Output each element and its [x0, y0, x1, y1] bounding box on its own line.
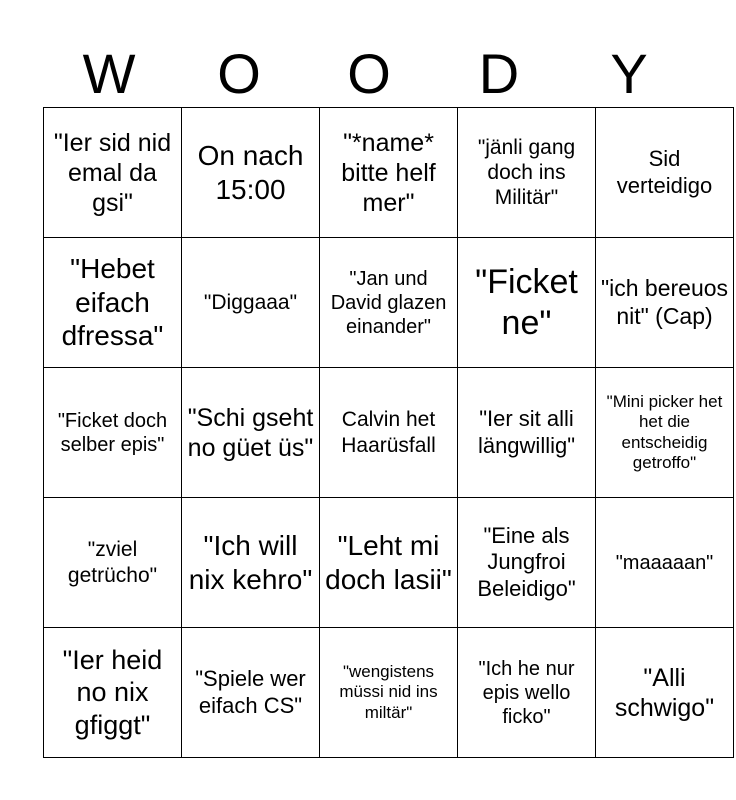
bingo-cell[interactable]: "Ich will nix kehro" — [182, 498, 320, 628]
bingo-cell[interactable]: "Ficket doch selber epis" — [44, 368, 182, 498]
bingo-row — [44, 368, 734, 498]
bingo-cell[interactable]: "Diggaaa" — [182, 238, 320, 368]
bingo-row — [44, 108, 734, 238]
bingo-cell[interactable]: Sid verteidigo — [596, 108, 734, 238]
header-letter-d: D — [478, 42, 520, 105]
bingo-row — [44, 498, 734, 628]
bingo-cell[interactable]: "Hebet eifach dfressa" — [44, 238, 182, 368]
bingo-cell[interactable]: "Eine als Jungfroi Beleidigo" — [458, 498, 596, 628]
bingo-cell[interactable]: "Schi gseht no güet üs" — [182, 368, 320, 498]
bingo-cell[interactable]: "maaaaan" — [596, 498, 734, 628]
header-letter-o1: O — [217, 42, 261, 105]
bingo-cell[interactable]: Calvin het Haarüsfall — [320, 368, 458, 498]
bingo-cell[interactable]: "Ier sid nid emal da gsi" — [44, 108, 182, 238]
bingo-cell[interactable]: "Jan und David glazen einander" — [320, 238, 458, 368]
bingo-cell[interactable]: "Spiele wer eifach CS" — [182, 628, 320, 758]
bingo-cell[interactable]: "jänli gang doch ins Militär" — [458, 108, 596, 238]
bingo-cell[interactable]: "Ier heid no nix gfiggt" — [44, 628, 182, 758]
bingo-cell[interactable]: "*name* bitte helf mer" — [320, 108, 458, 238]
header-letter-o2: O — [347, 42, 391, 105]
bingo-cell[interactable]: "Ier sit alli längwillig" — [458, 368, 596, 498]
header-letter-y: Y — [610, 42, 648, 105]
bingo-row — [44, 628, 734, 758]
bingo-board-body — [44, 108, 734, 758]
bingo-cell[interactable]: "Mini picker het het die entscheidig getroffo" — [596, 368, 734, 498]
bingo-cell[interactable]: "Ich he nur epis wello ficko" — [458, 628, 596, 758]
bingo-cell[interactable]: "Leht mi doch lasii" — [320, 498, 458, 628]
bingo-cell[interactable]: "ich bereuos nit" (Cap) — [596, 238, 734, 368]
bingo-cell[interactable]: "wengistens müssi nid ins miltär" — [320, 628, 458, 758]
bingo-header — [44, 40, 694, 108]
bingo-cell[interactable]: On nach 15:00 — [182, 108, 320, 238]
bingo-row — [44, 238, 734, 368]
bingo-cell[interactable]: "Ficket ne" — [458, 238, 596, 368]
bingo-cell[interactable]: "Alli schwigo" — [596, 628, 734, 758]
bingo-cell[interactable]: "zviel getrücho" — [44, 498, 182, 628]
header-letter-w: W — [82, 42, 136, 105]
bingo-board — [43, 107, 734, 758]
